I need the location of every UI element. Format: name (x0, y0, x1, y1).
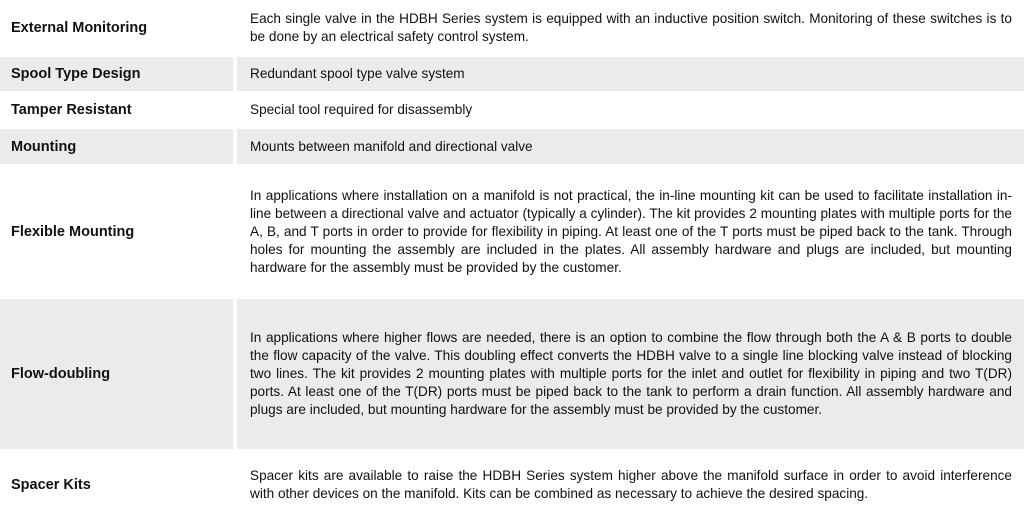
row-label: Spacer Kits (11, 477, 91, 493)
row-description-cell (237, 57, 1024, 91)
row-description-cell (237, 166, 1024, 297)
table-row-spool-type-design (0, 57, 1024, 91)
table-row-flow-doubling (0, 299, 1024, 449)
row-label: Tamper Resistant (11, 102, 132, 118)
row-description-cell (237, 0, 1024, 55)
table-row-spacer-kits (0, 451, 1024, 519)
row-description: In applications where installation on a manifold is not practical, the in-line mounting kit can be used to facilitate installation in-line between a directional valve and actuator (typically a cylinder). The kit provides 2 mounting plates with multiple ports for the A, B, and T ports in order to provide for flexibility in piping. At least one of the T ports must be piped back to the tank. Through holes for mounting the assembly are included in the plates. All assembly hardware and plugs are included, but mounting hardware for the assembly must be provided by the customer. (250, 187, 1012, 275)
row-label: Spool Type Design (0, 57, 233, 91)
table-row-mounting (0, 129, 1024, 164)
table-row-tamper-resistant (0, 93, 1024, 127)
row-description: Mounts between manifold and directional valve (250, 138, 533, 154)
row-description: Special tool required for disassembly (250, 102, 473, 117)
row-description-cell (237, 129, 1024, 164)
row-label: Mounting (0, 129, 233, 164)
row-label: Flow-doubling (0, 299, 233, 449)
table-row-flexible-mounting (0, 166, 1024, 297)
row-description: Spacer kits are available to raise the HDBH Series system higher above the manifold surface in order to avoid interference with other devices on the manifold. Kits can be combined as necessary to achieve the desired spacing. (250, 468, 1012, 501)
row-label: Flexible Mounting (11, 223, 135, 240)
row-description: Redundant spool type valve system (250, 66, 465, 81)
row-description-cell (237, 93, 1024, 127)
row-description-cell (237, 299, 1024, 449)
row-description: Each single valve in the HDBH Series system is equipped with an inductive position switch. Monitoring of these switches is to be done by an electrical safety control system. (250, 10, 1012, 44)
row-label: External Monitoring (11, 19, 148, 36)
row-description: In applications where higher flows are needed, there is an option to combine the flow through both the A & B ports to double the flow capacity of the valve. This doubling effect converts the HDBH valve to a single line blocking valve instead of blocking two lines. The kit provides 2 mounting plates with multiple ports for the inlet and outlet for flexibility in piping and two T(DR) ports. At least one of the T(DR) ports must be piped back to the tank to perform a drain function. All assembly hardware and plugs are included, but mounting hardware for the assembly must be provided by the customer. (250, 330, 1012, 417)
row-description-cell (237, 451, 1024, 519)
table-row-external-monitoring (0, 0, 1024, 55)
